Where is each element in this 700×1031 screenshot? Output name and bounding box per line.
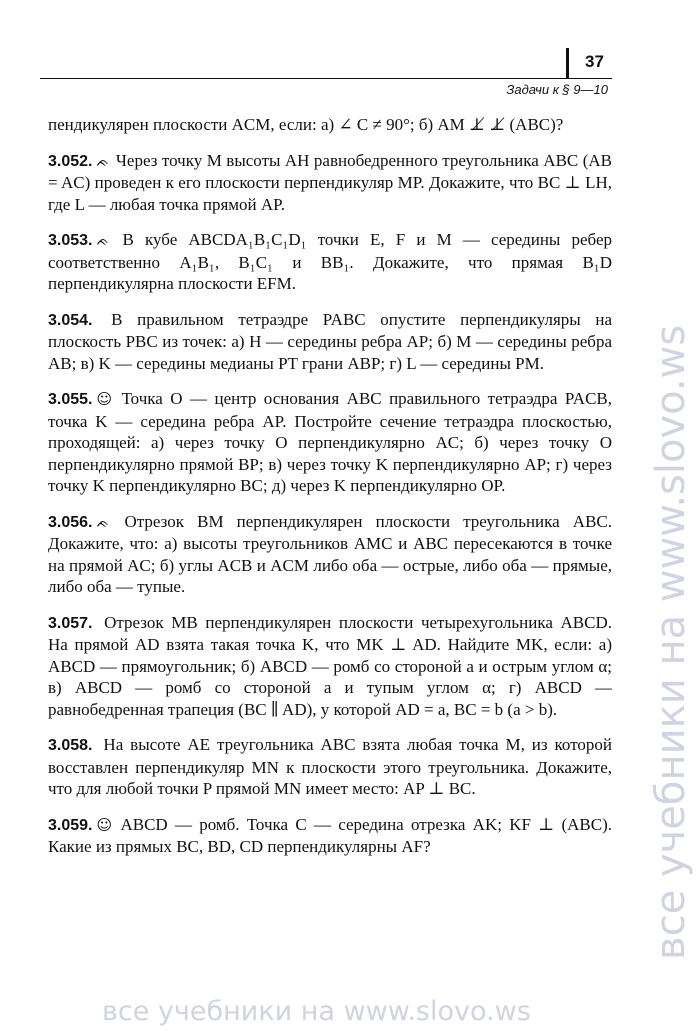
page-number: 37 [585, 52, 604, 71]
smiley-icon: ☺ [96, 390, 113, 408]
problem-3-058 [48, 734, 612, 800]
problem-3-054 [48, 309, 612, 375]
paragraph-text: На высоте AE треугольника ABC взята любая точка M, из которой восставлен перпендикуляр MN к плоскости этого треугольника. Докажите, что для любой точки P прямой MN имеет место: AP ⊥ BC. [48, 735, 612, 798]
problem-number: 3.058. [48, 737, 93, 754]
problem-number: 3.059. [48, 816, 93, 834]
paragraph-text: Отрезок BM перпендикулярен плоскости треугольника ABC. Докажите, что: а) высоты треугольников AMC и ABC пересекаются в точке на прямой AC; б) углы ACB и ACM либо оба — острые, либо оба — прямые, либо оба — тупые. [48, 511, 612, 596]
section-label: Задачи к § 9—10 [506, 82, 608, 97]
paragraph-text: Отрезок MB перпендикулярен плоскости четырехугольника ABCD. На прямой AD взята такая точка K, что MK ⊥ AD. Найдите MK, если: а) ABCD — прямоугольник; б) ABCD — ромб со стороной a и острым углом α; в) ABCD — ромб со стороной a и тупым углом α; г) ABCD — равнобедренная трапеция (BC ∥ AD), у которой AD = a, BC = b (a > b). [48, 612, 612, 719]
problem-list [48, 114, 612, 872]
problem-number: 3.057. [48, 614, 93, 632]
problem-number: 3.053. [48, 232, 93, 249]
smiley-icon: ☺ [96, 815, 113, 834]
difficulty-icon: ᨃ [96, 151, 110, 170]
problem-3-053 [48, 229, 612, 295]
side-watermark: все учебники на www.slovo.ws [648, 324, 694, 960]
problem-3-052 [48, 150, 612, 216]
paragraph-text: ABCD — ромб. Точка C — середина отрезка AK; KF ⊥ (ABC). Какие из прямых BC, BD, CD перпендикулярны AF? [48, 814, 612, 856]
paragraph-text: Через точку M высоты AH равнобедренного треугольника ABC (AB = AC) проведен к его плоскости перпендикуляр MP. Докажите, что BC ⊥ LH, где L — любая точка прямой AP. [48, 150, 613, 214]
problem-number: 3.054. [48, 311, 93, 329]
problem-number: 3.056. [48, 513, 93, 531]
paragraph-text: Точка O — центр основания ABC правильного тетраэдра PACB, точка K — середина ребра AP. Постройте сечение тетраэдра плоскостью, проходящей: а) через точку O перпендикулярно AC; б) через точку O перпендикулярно прямой BP; в) через точку K перпендикулярно AP; г) через точку K перпендикулярно BC; д) через K перпендикулярно OP. [48, 389, 612, 495]
paragraph-text: В кубе ABCDA₁B₁C₁D₁ точки E, F и M — середины ребер соответственно A₁B₁, B₁C₁ и BB₁. Докажите, что прямая B₁D перпендикулярна плоскости EFM. [48, 230, 613, 293]
difficulty-icon: ᨃ [96, 231, 110, 249]
problem-3-055 [48, 388, 612, 497]
paragraph-text: В правильном тетраэдре PABC опустите перпендикуляры на плоскость PBC из точек: а) H — середины ребра AP; б) M — середины ребра AB; в) K — середины медианы PT грани ABP; г) L — середины PM. [48, 309, 613, 373]
problem-3-057 [48, 612, 612, 721]
header-rule [40, 78, 612, 79]
problem-continuation [48, 114, 612, 136]
problem-3-056 [48, 511, 612, 598]
header-bar [566, 48, 569, 78]
paragraph-text: пендикулярен плоскости ACM, если: а) ∠ C ≠ 90°; б) AM ⊥̸ ⊥̸ (ABC)? [48, 115, 564, 134]
problem-number: 3.052. [48, 152, 93, 170]
problem-number: 3.055. [48, 391, 93, 408]
difficulty-icon: ᨃ [96, 512, 110, 531]
problem-3-059 [48, 814, 612, 858]
bottom-watermark: все учебники на www.slovo.ws [102, 996, 531, 1027]
